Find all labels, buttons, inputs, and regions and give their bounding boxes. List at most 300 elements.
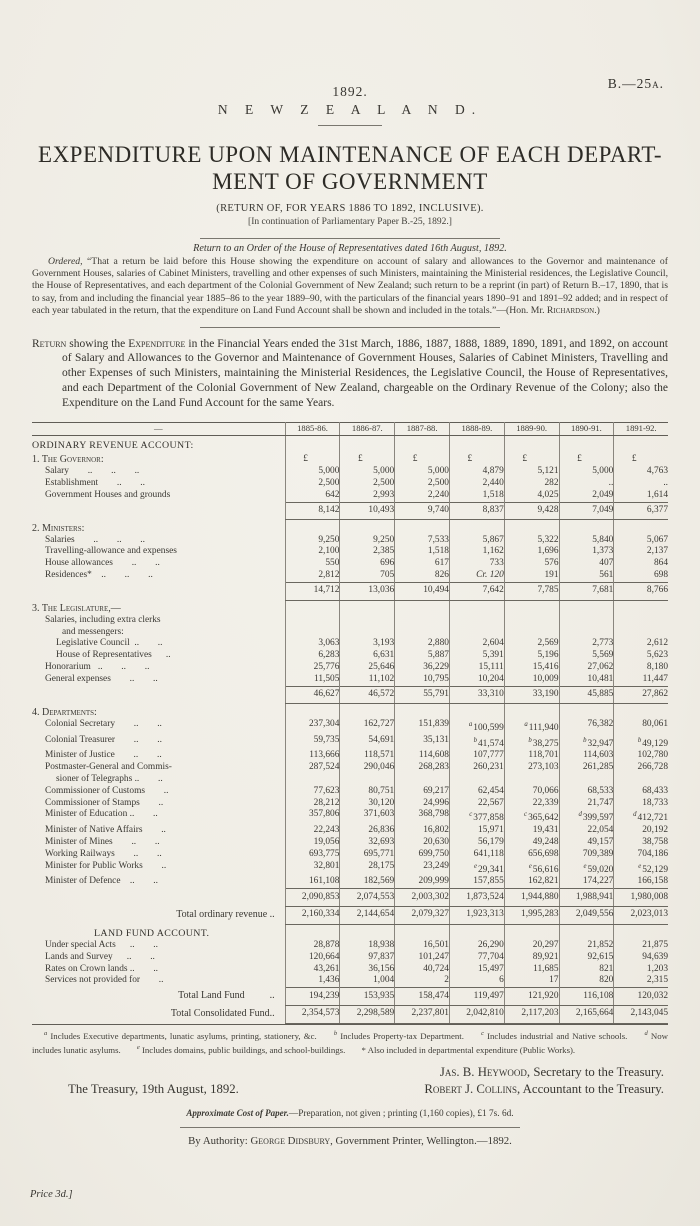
value-cell: 2,612 (614, 638, 668, 650)
table-row-group (32, 600, 668, 615)
value-cell: 287,524 (285, 762, 340, 786)
value-cell: 121,920 (504, 988, 559, 1006)
value-cell: 5,867 (449, 535, 504, 547)
value-cell: 5,840 (559, 535, 614, 547)
value-cell: 69,217 (395, 786, 450, 798)
value-cell: 23,249 (395, 861, 450, 877)
value-cell: 820 (559, 975, 614, 987)
value-cell: 2,137 (614, 546, 668, 558)
year-column-header: 1891-92. (614, 422, 668, 435)
value-cell: 1,436 (285, 975, 340, 987)
year-column-header: 1890-91. (559, 422, 614, 435)
value-cell: 15,497 (449, 964, 504, 976)
value-cell: 36,229 (395, 662, 450, 674)
title-line-1: EXPENDITURE UPON MAINTENANCE OF EACH DEPART- (38, 142, 662, 167)
value-cell: 2,500 (395, 478, 450, 490)
row-label: Under special Acts .. .. (45, 940, 158, 950)
cost-lead: Approximate Cost of Paper. (186, 1107, 289, 1118)
value-cell: $^e$59,020 (559, 861, 614, 877)
value-cell (340, 924, 395, 940)
value-cell: 18,733 (614, 798, 668, 810)
value-cell: 826 (395, 570, 450, 582)
value-cell: 2,237,801 (395, 1005, 450, 1023)
value-cell: 2,074,553 (340, 889, 395, 907)
value-cell: 656,698 (504, 849, 559, 861)
value-cell (504, 924, 559, 940)
value-cell: 32,801 (285, 861, 340, 877)
value-cell: 2,143,045 (614, 1005, 668, 1023)
value-cell (614, 924, 668, 940)
value-cell: 25,776 (285, 662, 340, 674)
value-cell: 1,944,880 (504, 889, 559, 907)
value-cell (395, 704, 450, 719)
value-cell (449, 600, 504, 615)
footnote-marker: e (473, 862, 477, 870)
order-heading: Return to an Order of the House of Representatives dated 16th August, 1892. (193, 243, 507, 254)
value-cell: 20,297 (504, 940, 559, 952)
value-cell: $^b$38,275 (504, 735, 559, 751)
year-column-header: 1889-90. (504, 422, 559, 435)
value-cell: 77,623 (285, 786, 340, 798)
table-row-item (32, 750, 668, 762)
row-label: Lands and Survey .. .. (45, 951, 155, 962)
table-row-item (32, 786, 668, 798)
value-cell: 368,798 (395, 809, 450, 825)
row-label: Minister of Mines .. .. (45, 836, 160, 847)
value-cell: 8,837 (449, 502, 504, 520)
value-cell: 114,603 (559, 750, 614, 762)
value-cell: 5,391 (449, 650, 504, 662)
footnote: * Also included in departmental expenditure (Public Works). (361, 1044, 576, 1055)
value-cell: 2,500 (285, 478, 340, 490)
value-cell: 2,240 (395, 490, 450, 502)
value-cell: 6,631 (340, 650, 395, 662)
row-label: 1. The Governor: (32, 454, 104, 466)
value-cell: 2,773 (559, 638, 614, 650)
value-cell: 22,567 (449, 798, 504, 810)
row-label: Total ordinary revenue .. (176, 908, 275, 920)
value-cell: .. (614, 478, 668, 490)
row-label: 3. The Legislature,— (32, 603, 121, 615)
value-cell: 15,416 (504, 662, 559, 674)
footnote: $^d$ Now includes lunatic asylums. (32, 1029, 668, 1055)
value-cell: 46,572 (340, 686, 395, 704)
value-cell: 821 (559, 964, 614, 976)
value-cell: 55,791 (395, 686, 450, 704)
value-cell (449, 520, 504, 535)
value-cell: 8,142 (285, 502, 340, 520)
table-row-item (32, 674, 668, 686)
row-label: 4. Departments: (32, 706, 97, 718)
value-cell: 9,250 (340, 535, 395, 547)
session-year: 1892. (332, 84, 368, 99)
value-cell: $^b$32,947 (559, 735, 614, 751)
value-cell (395, 520, 450, 535)
value-cell: 49,157 (559, 837, 614, 849)
value-cell (285, 924, 340, 940)
value-cell: 6,377 (614, 502, 668, 520)
value-cell: 49,248 (504, 837, 559, 849)
value-cell: 68,433 (614, 786, 668, 798)
authority-suffix: , Government Printer, Wellington.—1892. (330, 1134, 512, 1147)
value-cell: 38,758 (614, 837, 668, 849)
value-cell (285, 435, 340, 451)
value-cell: 5,000 (340, 466, 395, 478)
value-cell: 699,750 (395, 849, 450, 861)
value-cell: $^d$412,721 (614, 809, 668, 825)
table-row-group (32, 451, 668, 466)
value-cell: 1,162 (449, 546, 504, 558)
footnote: $^e$ Includes domains, public buildings, and school-buildings. (136, 1043, 346, 1055)
value-cell (340, 520, 395, 535)
value-cell: 2,023,013 (614, 906, 668, 924)
signature-line-1 (32, 1065, 668, 1080)
footnote-marker: d (578, 811, 582, 819)
value-cell: 27,062 (559, 662, 614, 674)
value-cell: 161,108 (285, 876, 340, 888)
value-cell: 2,569 (504, 638, 559, 650)
value-cell: 46,627 (285, 686, 340, 704)
value-cell: 1,518 (395, 546, 450, 558)
value-cell: 43,261 (285, 964, 340, 976)
value-cell (504, 600, 559, 615)
return-lead: Return (32, 337, 67, 350)
value-cell: 864 (614, 558, 668, 570)
footnote: $^c$ Includes industrial and Native schools. (481, 1029, 628, 1041)
value-cell: 20,192 (614, 825, 668, 837)
footnote: $^a$ Includes Executive departments, lunatic asylums, printing, stationery, &c. (44, 1029, 317, 1041)
value-cell: 157,855 (449, 876, 504, 888)
row-label: Minister of Defence .. .. (45, 876, 158, 887)
value-cell (559, 704, 614, 719)
table-row-item (32, 762, 668, 786)
cost-text: —Preparation, not given ; printing (1,160 copies), £1 7s. 6d. (288, 1108, 514, 1119)
value-cell: £ (285, 451, 340, 466)
table-row-subtotal (32, 686, 668, 704)
place-and-date: The Treasury, 19th August, 1892. (68, 1081, 239, 1096)
value-cell: 260,231 (449, 762, 504, 786)
value-cell: 30,120 (340, 798, 395, 810)
value-cell: 35,131 (395, 735, 450, 751)
value-cell: 7,049 (559, 502, 614, 520)
value-cell: 2,500 (340, 478, 395, 490)
value-cell (285, 520, 340, 535)
value-cell (285, 600, 340, 615)
value-cell: 97,837 (340, 952, 395, 964)
value-cell (285, 704, 340, 719)
value-cell: 10,795 (395, 674, 450, 686)
value-cell: 33,190 (504, 686, 559, 704)
value-cell: 22,339 (504, 798, 559, 810)
row-label: Establishment .. .. (45, 477, 145, 488)
value-cell: 704,186 (614, 849, 668, 861)
value-cell: 7,681 (559, 582, 614, 600)
value-cell: 357,806 (285, 809, 340, 825)
value-cell (559, 615, 614, 639)
value-cell: 617 (395, 558, 450, 570)
row-label: Colonial Secretary .. .. (45, 718, 162, 729)
value-cell (340, 704, 395, 719)
expenditure-table (32, 422, 668, 1024)
row-label: Salaries .. .. .. (45, 534, 145, 545)
value-cell: 2,880 (395, 638, 450, 650)
cost-of-paper (32, 1108, 668, 1119)
signatory-role: Secretary to the Treasury. (530, 1064, 664, 1079)
value-cell: 1,923,313 (449, 906, 504, 924)
value-cell (395, 615, 450, 639)
value-cell (395, 924, 450, 940)
value-cell: 120,664 (285, 952, 340, 964)
footnote-marker: b (637, 736, 642, 744)
table-row-item (32, 478, 668, 490)
value-cell: 1,995,283 (504, 906, 559, 924)
ordered-text: “That a return be laid before this House showing the expenditure on account of salary and allowances to the Governor and maintenance of Government Houses, salaries of Cabinet Ministers, travelling and other expenses of such Ministers, maintaining the Ministerial residences, the Legislative Council, the House of Representatives, and each department of the Colonial Government of New Zealand; such return to be a reprint (in part) of Return B.–17, 1890, that is to say, from and including the financial year 1885–86 to the year 1889–90, with the particulars of the financial years 1890–91 and 1891–92 added; and in respect of each year tabulated in the return, that the expenditure on Land Fund Account shall be shown and included in the totals.”—(Hon. Mr. (32, 256, 668, 316)
value-cell (614, 435, 668, 451)
value-cell: 153,935 (340, 988, 395, 1006)
divider-rule (200, 238, 500, 239)
stub-column-header: — (32, 422, 285, 435)
value-cell: £ (614, 451, 668, 466)
table-row-item (32, 837, 668, 849)
value-cell: 2,812 (285, 570, 340, 582)
value-cell: 24,996 (395, 798, 450, 810)
value-cell: 151,839 (395, 719, 450, 735)
row-label: Salary .. .. .. (45, 466, 140, 477)
footnote-marker: a (524, 720, 528, 728)
footnote-marker: b (583, 736, 587, 744)
table-row-item (32, 535, 668, 547)
row-label: Legislative Council .. .. (56, 638, 163, 649)
value-cell: 2,354,573 (285, 1005, 340, 1023)
table-row-item (32, 940, 668, 952)
value-cell: 4,763 (614, 466, 668, 478)
value-cell: 2,604 (449, 638, 504, 650)
footnote-marker: c (469, 811, 473, 819)
table-row-item (32, 570, 668, 582)
year-column-header: 1888-89. (449, 422, 504, 435)
value-cell: 8,766 (614, 582, 668, 600)
value-cell: 162,727 (340, 719, 395, 735)
row-label: ORDINARY REVENUE ACCOUNT: (32, 439, 194, 451)
value-cell: 10,204 (449, 674, 504, 686)
value-cell: $^d$399,597 (559, 809, 614, 825)
table-row-item (32, 825, 668, 837)
table-row-subtotal (32, 582, 668, 600)
table-row-item (32, 876, 668, 888)
value-cell: 118,701 (504, 750, 559, 762)
divider-rule (180, 1127, 520, 1128)
value-cell: 5,887 (395, 650, 450, 662)
value-cell: 40,724 (395, 964, 450, 976)
value-cell (614, 704, 668, 719)
value-cell: 11,447 (614, 674, 668, 686)
value-cell (449, 924, 504, 940)
row-label: Honorarium .. .. .. (45, 662, 150, 673)
value-cell: 22,054 (559, 825, 614, 837)
footnote-marker: c (481, 1029, 484, 1037)
value-cell: 209,999 (395, 876, 450, 888)
page-title (32, 141, 668, 195)
value-cell: 8,180 (614, 662, 668, 674)
value-cell (614, 615, 668, 639)
row-label (32, 582, 285, 600)
value-cell: 642 (285, 490, 340, 502)
price-note: Price 3d.] (30, 1189, 73, 1200)
value-cell: 2,049 (559, 490, 614, 502)
value-cell: 10,481 (559, 674, 614, 686)
value-cell: 191 (504, 570, 559, 582)
value-cell: 119,497 (449, 988, 504, 1006)
value-cell: 4,879 (449, 466, 504, 478)
printer-name: George Didsbury (250, 1134, 331, 1147)
ordered-text-end: .) (594, 304, 600, 316)
value-cell: 92,615 (559, 952, 614, 964)
table-row-item (32, 638, 668, 650)
continuation-note: [In continuation of Parliamentary Paper B.-25, 1892.] (248, 217, 452, 227)
value-cell: 11,685 (504, 964, 559, 976)
value-cell: 28,175 (340, 861, 395, 877)
value-cell: 107,777 (449, 750, 504, 762)
divider-rule (200, 327, 500, 328)
row-label: 2. Ministers: (32, 522, 85, 534)
value-cell: 182,569 (340, 876, 395, 888)
value-cell: 709,389 (559, 849, 614, 861)
value-cell (614, 600, 668, 615)
value-cell (340, 435, 395, 451)
value-cell: 15,971 (449, 825, 504, 837)
value-cell (340, 615, 395, 639)
value-cell: 80,061 (614, 719, 668, 735)
value-cell: 7,785 (504, 582, 559, 600)
value-cell: 2,315 (614, 975, 668, 987)
value-cell: 1,614 (614, 490, 668, 502)
value-cell: 16,501 (395, 940, 450, 952)
expenditure-table-body (32, 435, 668, 1023)
value-cell: 1,518 (449, 490, 504, 502)
value-cell: 1,980,008 (614, 889, 668, 907)
footnote-marker: e (583, 862, 587, 870)
value-cell: £ (449, 451, 504, 466)
value-cell: 2,385 (340, 546, 395, 558)
value-cell: 9,740 (395, 502, 450, 520)
value-cell: 2,160,334 (285, 906, 340, 924)
row-label: Minister of Justice .. .. (45, 750, 162, 761)
value-cell (559, 924, 614, 940)
row-label: LAND FUND ACCOUNT. (94, 928, 210, 940)
value-cell: 174,227 (559, 876, 614, 888)
value-cell: 120,032 (614, 988, 668, 1006)
footnote-separator (32, 1024, 668, 1025)
value-cell: £ (559, 451, 614, 466)
value-cell: 698 (614, 570, 668, 582)
value-cell: $^b$41,574 (449, 735, 504, 751)
row-label: Government Houses and grounds (45, 489, 171, 500)
row-label: Rates on Crown lands .. .. (45, 963, 159, 974)
value-cell: 266,728 (614, 762, 668, 786)
table-row-item (32, 952, 668, 964)
row-label: Postmaster-General and Commis- sioner of Telegraphs .. .. (45, 762, 172, 784)
value-cell: 705 (340, 570, 395, 582)
expenditure-table-head (32, 422, 668, 435)
value-cell: 5,000 (285, 466, 340, 478)
value-cell: $^b$49,129 (614, 735, 668, 751)
value-cell (449, 704, 504, 719)
table-row-subhead (32, 615, 668, 639)
row-label: Total Land Fund .. (178, 990, 275, 1002)
value-cell (559, 600, 614, 615)
value-cell: 2,079,327 (395, 906, 450, 924)
value-cell: 4,025 (504, 490, 559, 502)
value-cell: 2,042,810 (449, 1005, 504, 1023)
ordered-lead: Ordered, (48, 256, 83, 267)
value-cell: 59,735 (285, 735, 340, 751)
value-cell: 268,283 (395, 762, 450, 786)
value-cell: 2,117,203 (504, 1005, 559, 1023)
value-cell: 77,704 (449, 952, 504, 964)
table-row-total (32, 906, 668, 924)
value-cell: 5,000 (559, 466, 614, 478)
value-cell: 641,118 (449, 849, 504, 861)
table-row-section (32, 435, 668, 451)
value-cell: 36,156 (340, 964, 395, 976)
year-column-header: 1886-87. (340, 422, 395, 435)
value-cell: 21,852 (559, 940, 614, 952)
value-cell: 10,494 (395, 582, 450, 600)
authority-prefix: By Authority: (188, 1134, 251, 1147)
table-row-item (32, 798, 668, 810)
value-cell: 5,569 (559, 650, 614, 662)
row-label: House of Representatives .. (56, 650, 171, 661)
row-label: Travelling-allowance and expenses (45, 546, 177, 557)
table-row-group (32, 520, 668, 535)
value-cell: 62,454 (449, 786, 504, 798)
value-cell: 5,623 (614, 650, 668, 662)
footnote-marker: b (333, 1029, 338, 1037)
value-cell: $^e$52,129 (614, 861, 668, 877)
country-heading: N E W Z E A L A N D. (217, 102, 483, 117)
value-cell: 2,003,302 (395, 889, 450, 907)
table-row-item (32, 490, 668, 502)
value-cell (285, 615, 340, 639)
value-cell: 2,049,556 (559, 906, 614, 924)
footnote-marker: b (473, 736, 477, 744)
value-cell: 102,780 (614, 750, 668, 762)
ordered-paragraph (32, 256, 668, 317)
value-cell: 28,212 (285, 798, 340, 810)
row-label (32, 889, 285, 907)
value-cell (559, 520, 614, 535)
value-cell: 18,938 (340, 940, 395, 952)
value-cell (449, 435, 504, 451)
value-cell: 2,090,853 (285, 889, 340, 907)
value-cell: 1,696 (504, 546, 559, 558)
value-cell: 371,603 (340, 809, 395, 825)
value-cell: 26,290 (449, 940, 504, 952)
footnote-marker: c (524, 811, 528, 819)
value-cell (504, 615, 559, 639)
value-cell: 33,310 (449, 686, 504, 704)
year-column-header: 1885-86. (285, 422, 340, 435)
value-cell: 27,862 (614, 686, 668, 704)
signatory-name: Jas. B. Heywood, (439, 1064, 531, 1079)
footnote-marker: b (528, 736, 532, 744)
table-header-row (32, 422, 668, 435)
value-cell: 1,988,941 (559, 889, 614, 907)
year-column-header: 1887-88. (395, 422, 450, 435)
value-cell: 7,642 (449, 582, 504, 600)
row-label: Minister for Public Works .. (45, 860, 167, 871)
value-cell: 10,009 (504, 674, 559, 686)
